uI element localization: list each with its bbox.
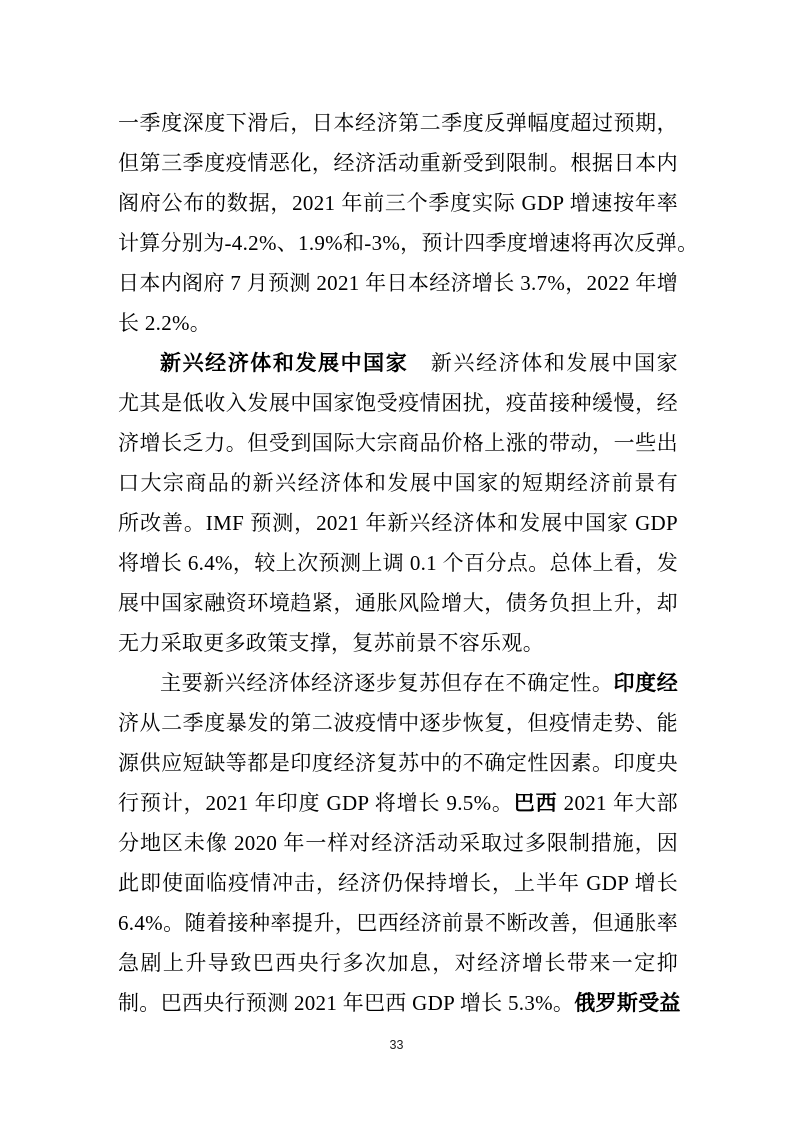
text-line <box>118 783 678 823</box>
text-segment: 新兴经济体和发展中国家 <box>430 351 678 375</box>
text-line <box>118 903 678 943</box>
text-segment: 6.4%。随着接种率提升，巴西经济前景不断改善，但通胀率 <box>118 911 678 935</box>
text-line <box>118 663 678 703</box>
text-line <box>118 503 678 543</box>
text-line <box>118 943 678 983</box>
text-line <box>118 583 678 623</box>
text-line <box>118 143 678 183</box>
text-line <box>118 303 678 343</box>
text-segment: 展中国家融资环境趋紧，通胀风险增大，债务负担上升，却 <box>118 591 678 615</box>
bold-text-segment: 印度经 <box>613 671 678 695</box>
body-text <box>118 103 699 1023</box>
text-line <box>118 343 678 383</box>
text-line <box>118 463 678 503</box>
text-segment: 2021 年大部 <box>557 791 678 815</box>
text-segment: 日本内阁府 7 月预测 2021 年日本经济增长 3.7%，2022 年增 <box>118 271 678 295</box>
page-number: 33 <box>389 1038 404 1052</box>
bold-text-segment: 巴西 <box>513 791 558 815</box>
text-segment: 长 2.2%。 <box>118 311 212 335</box>
text-line <box>118 223 699 263</box>
text-segment: 急剧上升导致巴西央行多次加息，对经济增长带来一定抑 <box>118 951 678 975</box>
text-segment: 制。巴西央行预测 2021 年巴西 GDP 增长 5.3%。 <box>118 991 575 1015</box>
text-line <box>118 263 678 303</box>
text-segment: 但第三季度疫情恶化，经济活动重新受到限制。根据日本内 <box>118 151 678 175</box>
text-segment: 源供应短缺等都是印度经济复苏中的不确定性因素。印度央 <box>118 751 678 775</box>
text-segment: 分地区未像 2020 年一样对经济活动采取过多限制措施，因 <box>118 831 678 855</box>
text-segment: 一季度深度下滑后，日本经济第二季度反弹幅度超过预期， <box>118 111 678 135</box>
text-line <box>118 623 678 663</box>
text-segment: 主要新兴经济体经济逐步复苏但存在不确定性。 <box>160 671 614 695</box>
text-line <box>118 983 681 1023</box>
text-segment: 计算分别为-4.2%、1.9%和-3%，预计四季度增速将再次反弹。 <box>118 231 699 255</box>
text-segment: 将增长 6.4%，较上次预测上调 0.1 个百分点。总体上看，发 <box>118 551 678 575</box>
text-line <box>118 183 678 223</box>
text-line <box>118 823 678 863</box>
text-line <box>118 863 678 903</box>
text-segment: 济增长乏力。但受到国际大宗商品价格上涨的带动，一些出 <box>118 431 678 455</box>
text-line <box>118 703 678 743</box>
text-segment <box>408 351 431 375</box>
text-segment: 无力采取更多政策支撑，复苏前景不容乐观。 <box>118 631 544 655</box>
text-line <box>118 423 678 463</box>
text-line <box>118 743 678 783</box>
text-segment: 尤其是低收入发展中国家饱受疫情困扰，疫苗接种缓慢，经 <box>118 391 678 415</box>
bold-text-segment: 新兴经济体和发展中国家 <box>160 351 409 375</box>
text-segment: 口大宗商品的新兴经济体和发展中国家的短期经济前景有 <box>118 471 678 495</box>
text-line <box>118 543 678 583</box>
text-segment: 济从二季度暴发的第二波疫情中逐步恢复，但疫情走势、能 <box>118 711 678 735</box>
text-segment: 所改善。IMF 预测，2021 年新兴经济体和发展中国家 GDP <box>118 511 678 535</box>
text-segment: 阁府公布的数据，2021 年前三个季度实际 GDP 增速按年率 <box>118 191 678 215</box>
text-segment: 行预计，2021 年印度 GDP 将增长 9.5%。 <box>118 791 514 815</box>
text-line <box>118 103 678 143</box>
bold-text-segment: 俄罗斯受益 <box>574 991 681 1015</box>
text-segment: 此即使面临疫情冲击，经济仍保持增长，上半年 GDP 增长 <box>118 871 678 895</box>
text-line <box>118 383 678 423</box>
